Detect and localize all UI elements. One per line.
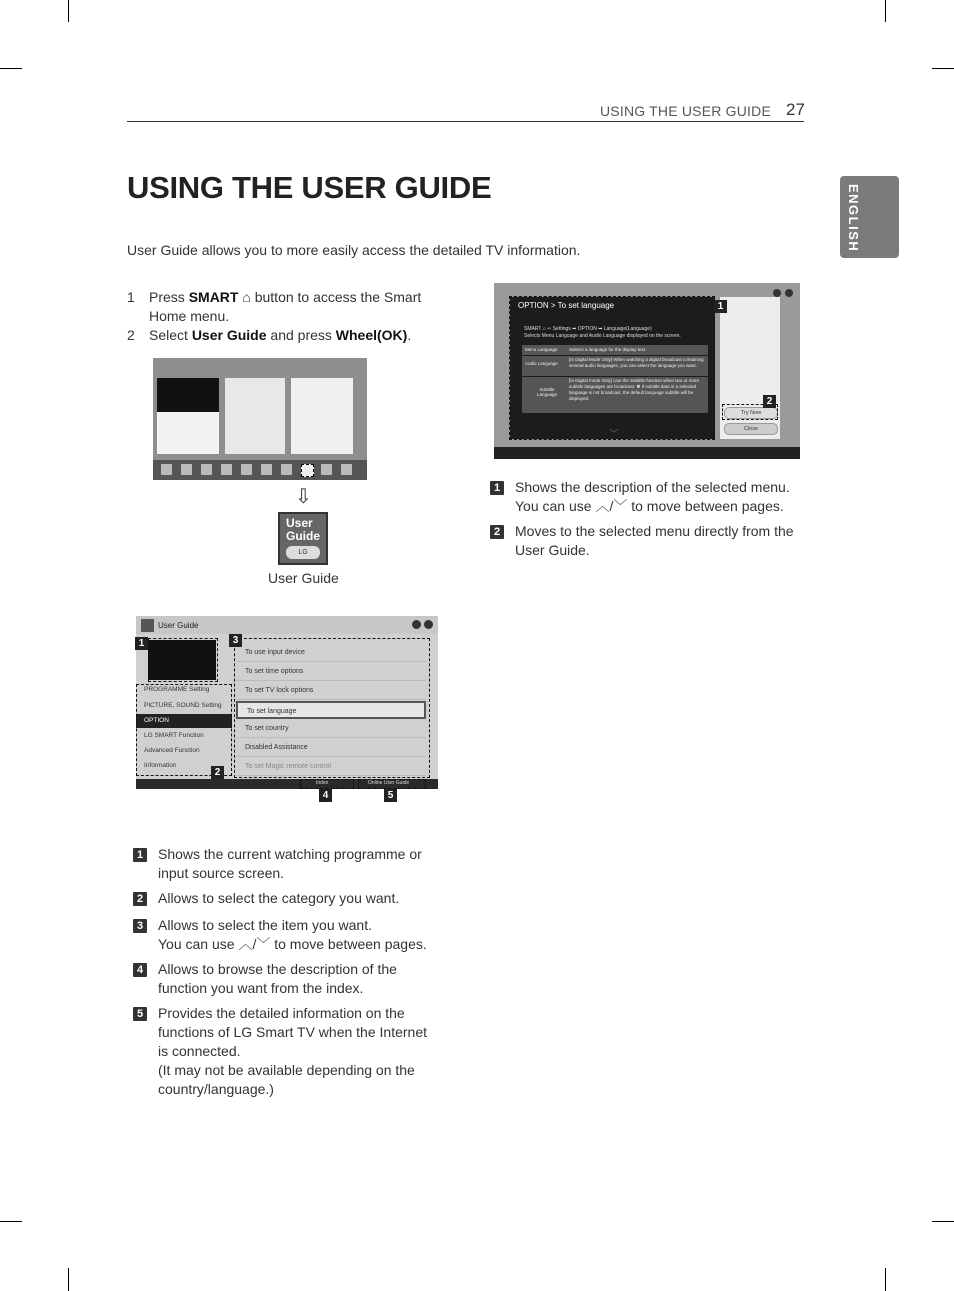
app-icon[interactable] [261,464,272,475]
callout-badge-2: 2 [211,766,224,779]
callout-badge-4: 4 [319,789,332,802]
description-4: 4 Allows to browse the description of the function you want from the index. [133,960,453,1000]
item-set-language[interactable]: To set language [236,701,426,719]
language-tab: ENGLISH [840,176,899,258]
description-5: 5 Provides the detailed information on the functions of LG Smart TV when the Internet is connected. (It may not be available depending on the country/language.) [133,1004,453,1104]
category-programme[interactable]: PROGRAMME Setting [144,686,210,693]
app-icon[interactable] [221,464,232,475]
category-option[interactable]: OPTION [144,717,169,724]
callout-box-2 [136,684,232,776]
row-text: [In Digital Mode Only] When watching a digital broadcast containing several audio languages, you can select the language you want. [569,357,704,368]
callout-box-1 [509,296,715,440]
callout-box-1 [148,638,218,682]
page-title: USING THE USER GUIDE [127,170,492,205]
live-tv-card [157,378,219,454]
intro-text: User Guide allows you to more easily access the detailed TV information. [127,242,581,258]
close-icon[interactable] [424,620,433,629]
app-icon[interactable] [201,464,212,475]
figure-caption: User Guide [268,570,339,586]
item-set-country[interactable]: To set country [236,720,426,738]
row-text: [In Digital mode Only] Use the Subtitle function when two or more subtitle languages are broadcast. ✽ If subtitle data in a selected language is not broadcast, the default language subtitle will be displayed. [569,378,700,401]
item-magic-remote[interactable]: To set Magic remote control [236,758,426,776]
row-text: Selects a language for the display text. [569,347,647,352]
app-icon[interactable] [241,464,252,475]
description-1: 1 Shows the description of the selected menu. You can use ︿/﹀ to move between pages. [490,478,810,518]
user-guide-app-icon[interactable] [301,464,314,477]
item-input-device[interactable]: To use input device [236,644,426,662]
crop-mark [68,0,69,22]
description-3: 3 Allows to select the item you want. You can use ︿/﹀ to move between pages. [133,916,453,956]
close-icon[interactable] [785,289,793,297]
back-icon[interactable] [412,620,421,629]
callout-badge-5: 5 [384,789,397,802]
online-guide-button[interactable]: Online User Guide [368,780,410,786]
app-icon[interactable] [341,464,352,475]
description-1: 1 Shows the current watching programme or input source screen. [133,845,453,885]
category-advanced[interactable]: Advanced Function [144,747,200,754]
category-picture-sound[interactable]: PICTURE, SOUND Setting [144,702,222,709]
crop-mark [885,1268,886,1291]
callout-box-5 [358,779,426,789]
app-icon[interactable] [321,464,332,475]
callout-badge-2: 2 [763,395,776,408]
crop-mark [932,68,954,69]
smart-home-screenshot [153,358,367,480]
home-icon: ⌂ [242,289,251,305]
category-information[interactable]: Information [144,762,177,769]
user-guide-logo [141,619,154,632]
panel-path-desc: Selects Menu Language and Audio Language displayed on the screen. [524,333,681,339]
back-icon[interactable] [773,289,781,297]
try-now-button[interactable]: Try Now [724,407,778,419]
app-icon[interactable] [161,464,172,475]
page-number: 27 [786,100,805,119]
crop-mark [932,1221,954,1222]
crop-mark [0,68,22,69]
row-label: Audio Language [525,361,558,366]
crop-mark [0,1221,22,1222]
step-1: 1 Press SMART ⌂ button to access the Smart Home menu. [127,289,422,324]
header-rule [127,121,804,122]
row-label: Menu Language [525,347,558,352]
callout-box-3 [234,638,430,778]
crop-mark [885,0,886,22]
category-lg-smart[interactable]: LG SMART Function [144,732,204,739]
apps-card [291,378,353,454]
running-header: USING THE USER GUIDE [600,103,771,119]
panel-path: SMART ⌂ ⇨ Settings ➡ OPTION ➡ Language(Language) [524,326,652,332]
item-disabled-assistance[interactable]: Disabled Assistance [236,739,426,757]
callout-badge-1: 1 [714,300,727,313]
crop-mark [68,1268,69,1291]
premium-card [225,378,285,454]
callout-box-4 [300,779,354,789]
description-2: 2 Moves to the selected menu directly from the User Guide. [490,522,810,562]
row-label: Subtitle Language [536,387,558,397]
close-button[interactable]: Close [724,423,778,435]
down-arrow-icon: ⇩ [295,486,312,508]
index-button[interactable]: Index [316,780,329,786]
app-icon[interactable] [181,464,192,475]
app-icon[interactable] [281,464,292,475]
callout-badge-3: 3 [229,634,242,647]
footer-bar [494,447,800,459]
item-tv-lock[interactable]: To set TV lock options [236,682,426,700]
callout-badge-1: 1 [135,637,148,650]
chevron-down-icon[interactable]: ﹀ [610,429,618,438]
item-time-options[interactable]: To set time options [236,663,426,681]
panel-title: OPTION > To set language [518,301,615,310]
step-2: 2 Select User Guide and press Wheel(OK). [127,327,412,343]
user-guide-icon: User Guide LG [278,512,328,565]
screen-title: User Guide [158,621,199,630]
description-2: 2 Allows to select the category you want. [133,889,453,909]
